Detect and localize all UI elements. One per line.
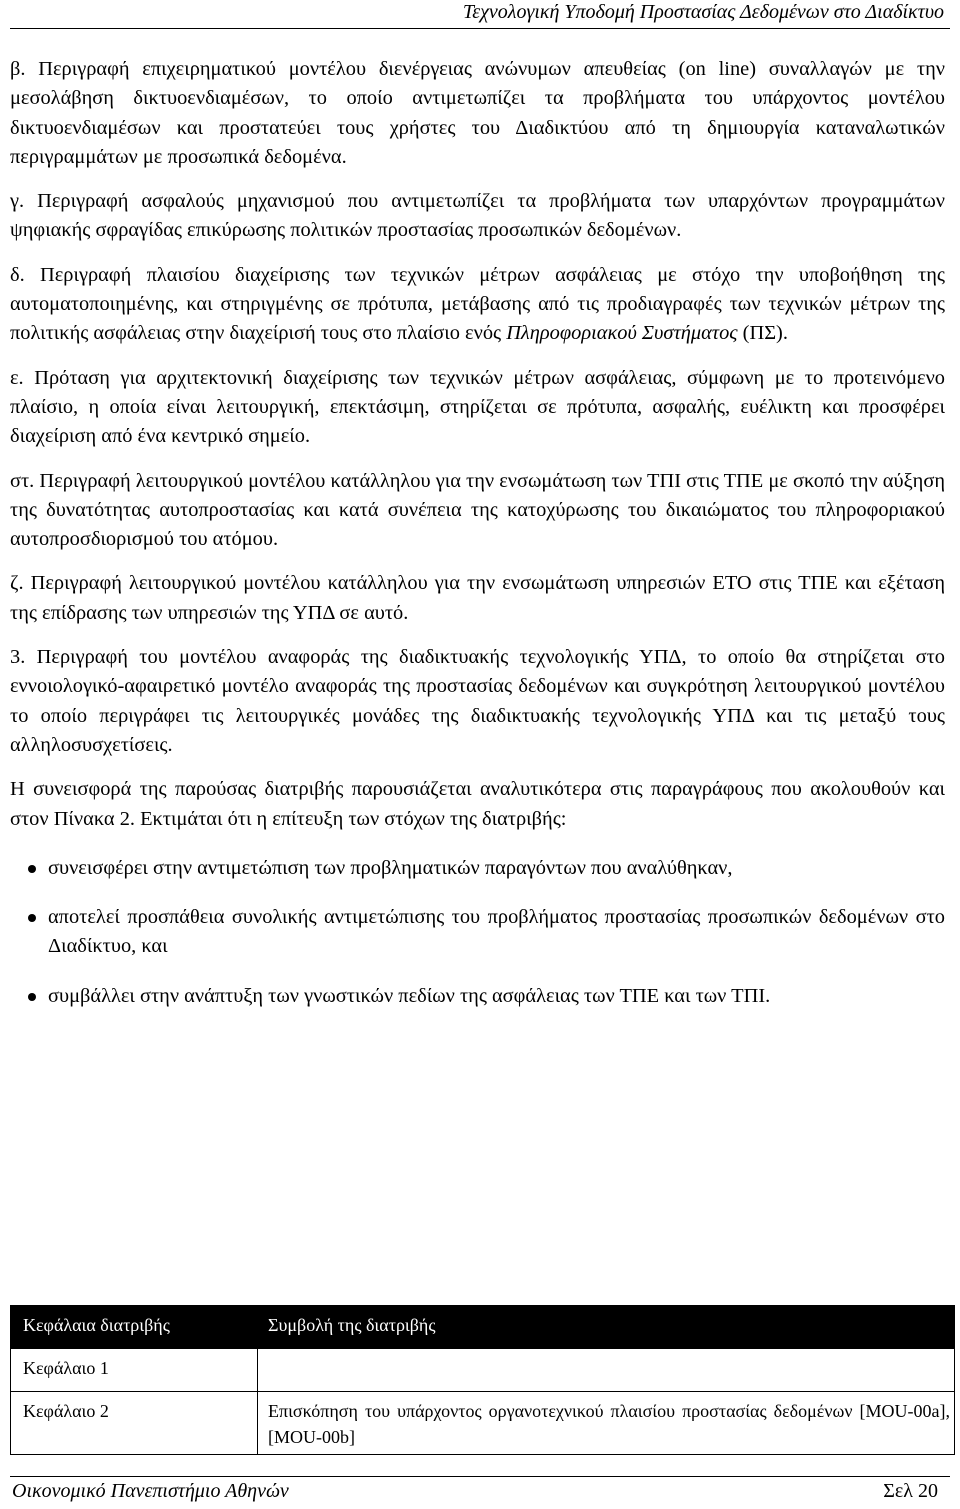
paragraph-st: στ. Περιγραφή λειτουργικού μοντέλου κατάλληλου για την ενσωμάτωση των ΤΠΙ στις ΤΠΕ με σκοπό την αύξηση της δυνατότητας αυτοπροστασίας και κατά συνέπεια της κατοχύρωσης του δικαιώματος του πληροφοριακού αυτοπροσδιορισμού του ατόμου. [10,469,945,551]
paragraph-3: 3. Περιγραφή του μοντέλου αναφοράς της διαδικτυακής τεχνολογικής ΥΠΔ, το οποίο θα στηρίζεται στο εννοιολογικό-αφαιρετικό μοντέλο αναφοράς της προστασίας δεδομένων και συγκρότηση λειτουργικού μοντέλου το οποίο περιγράφει τις λειτουργικές μονάδες της διαδικτυακής τεχνολογικής ΥΠΔ και τις μεταξύ τους αλληλοσυσχετίσεις. [10,646,945,756]
paragraph-z: ζ. Περιγραφή λειτουργικού μοντέλου κατάλληλου για την ενσωμάτωση υπηρεσιών ΕΤΟ στις ΤΠΕ και εξέταση της επίδρασης των υπηρεσιών της ΥΠΔ σε αυτό. [10,572,945,624]
table-cell-chapter: Κεφάλαιο 2 [11,1392,258,1455]
header-title: Τεχνολογική Υποδομή Προστασίας Δεδομένων στο Διαδίκτυο [462,1,944,23]
paragraph-e: ε. Πρόταση για αρχιτεκτονική διαχείρισης των τεχνικών μέτρων ασφάλειας, σύμφωνη με το προτεινόμενο πλαίσιο, η οποία είναι λειτουργική, επεκτάσιμη, στηρίζεται σε πρότυπα, ασφαλής, ευέλικτη και προσφέρει διαχείριση από ένα κεντρικό σημείο. [10,366,945,448]
table-header-row [11,1306,955,1349]
table-header-contribution: Συμβολή της διατριβής [258,1306,955,1349]
paragraph-contribution: Η συνεισφορά της παρούσας διατριβής παρουσιάζεται αναλυτικότερα στις παραγράφους που ακολουθούν και στον Πίνακα 2. Εκτιμάται ότι η επίτευξη των στόχων της διατριβής: [10,778,945,830]
table-row [11,1392,955,1455]
paragraph-g: γ. Περιγραφή ασφαλούς μηχανισμού που αντιμετωπίζει τα προβλήματα των υπαρχόντων προγραμμάτων ψηφιακής σφραγίδας επικύρωσης πολιτικών προστασίας προσωπικών δεδομένων. [10,190,945,242]
paragraph-d-italic: Πληροφοριακού Συστήματος [506,322,738,345]
list-item-text: συνεισφέρει στην αντιμετώπιση των προβληματικών παραγόντων που αναλύθηκαν, [48,856,733,879]
list-item [10,903,945,962]
table-cell-contribution [258,1349,955,1392]
paragraph-d-text-1: δ. Περιγραφή πλαισίου διαχείρισης των τεχνικών μέτρων ασφάλειας με στόχο την υποβοήθηση της αυτοματοποιημένης, και στηριγμένης σε πρότυπα, μετάβασης από τις προδιαγραφές των τεχνικών μέτρων της πολιτικής ασφάλειας στην διαχείρισή τους στο πλαίσιο ενός [10,263,945,345]
chapters-table [10,1305,955,1455]
footer-institution: Οικονομικό Πανεπιστήμιο Αθηνών [12,1480,289,1502]
table-row [11,1349,955,1392]
paragraph-d [10,261,945,349]
bullet-icon [28,914,36,922]
page-header [10,0,950,29]
list-item [10,982,945,1011]
page-number: Σελ 20 [883,1480,938,1502]
list-item-text: αποτελεί προσπάθεια συνολικής αντιμετώπισης του προβλήματος προστασίας προσωπικών δεδομένων στο Διαδίκτυο, και [48,906,945,958]
bullet-icon [28,865,36,873]
list-item [10,854,945,883]
paragraph-b: β. Περιγραφή επιχειρηματικού μοντέλου διενέργειας ανώνυμων απευθείας (on line) συναλλαγών με την μεσολάβηση δικτυοενδιαμέσων, το οποίο αντιμετωπίζει τα προβλήματα του υπάρχοντος μοντέλου δικτυοενδιαμέσων και προστατεύει τους χρήστες του Διαδικτύου από τη δημιουργία καταναλωτικών περιγραμμάτων με προσωπικά δεδομένα. [10,58,945,168]
page-footer [10,1476,950,1507]
table-header-chapters: Κεφάλαια διατριβής [11,1306,258,1349]
bullet-list [10,854,945,1011]
table-cell-contribution: Επισκόπηση του υπάρχοντος οργανοτεχνικού πλαισίου προστασίας δεδομένων [MOU-00a], [MOU-00b] [258,1392,955,1455]
table-cell-chapter: Κεφάλαιο 1 [11,1349,258,1392]
bullet-icon [28,993,36,1001]
paragraph-d-text-2: (ΠΣ). [737,322,788,345]
list-item-text: συμβάλλει στην ανάπτυξη των γνωστικών πεδίων της ασφάλειας των ΤΠΕ και των ΤΠΙ. [48,984,771,1007]
document-body [10,55,945,1011]
